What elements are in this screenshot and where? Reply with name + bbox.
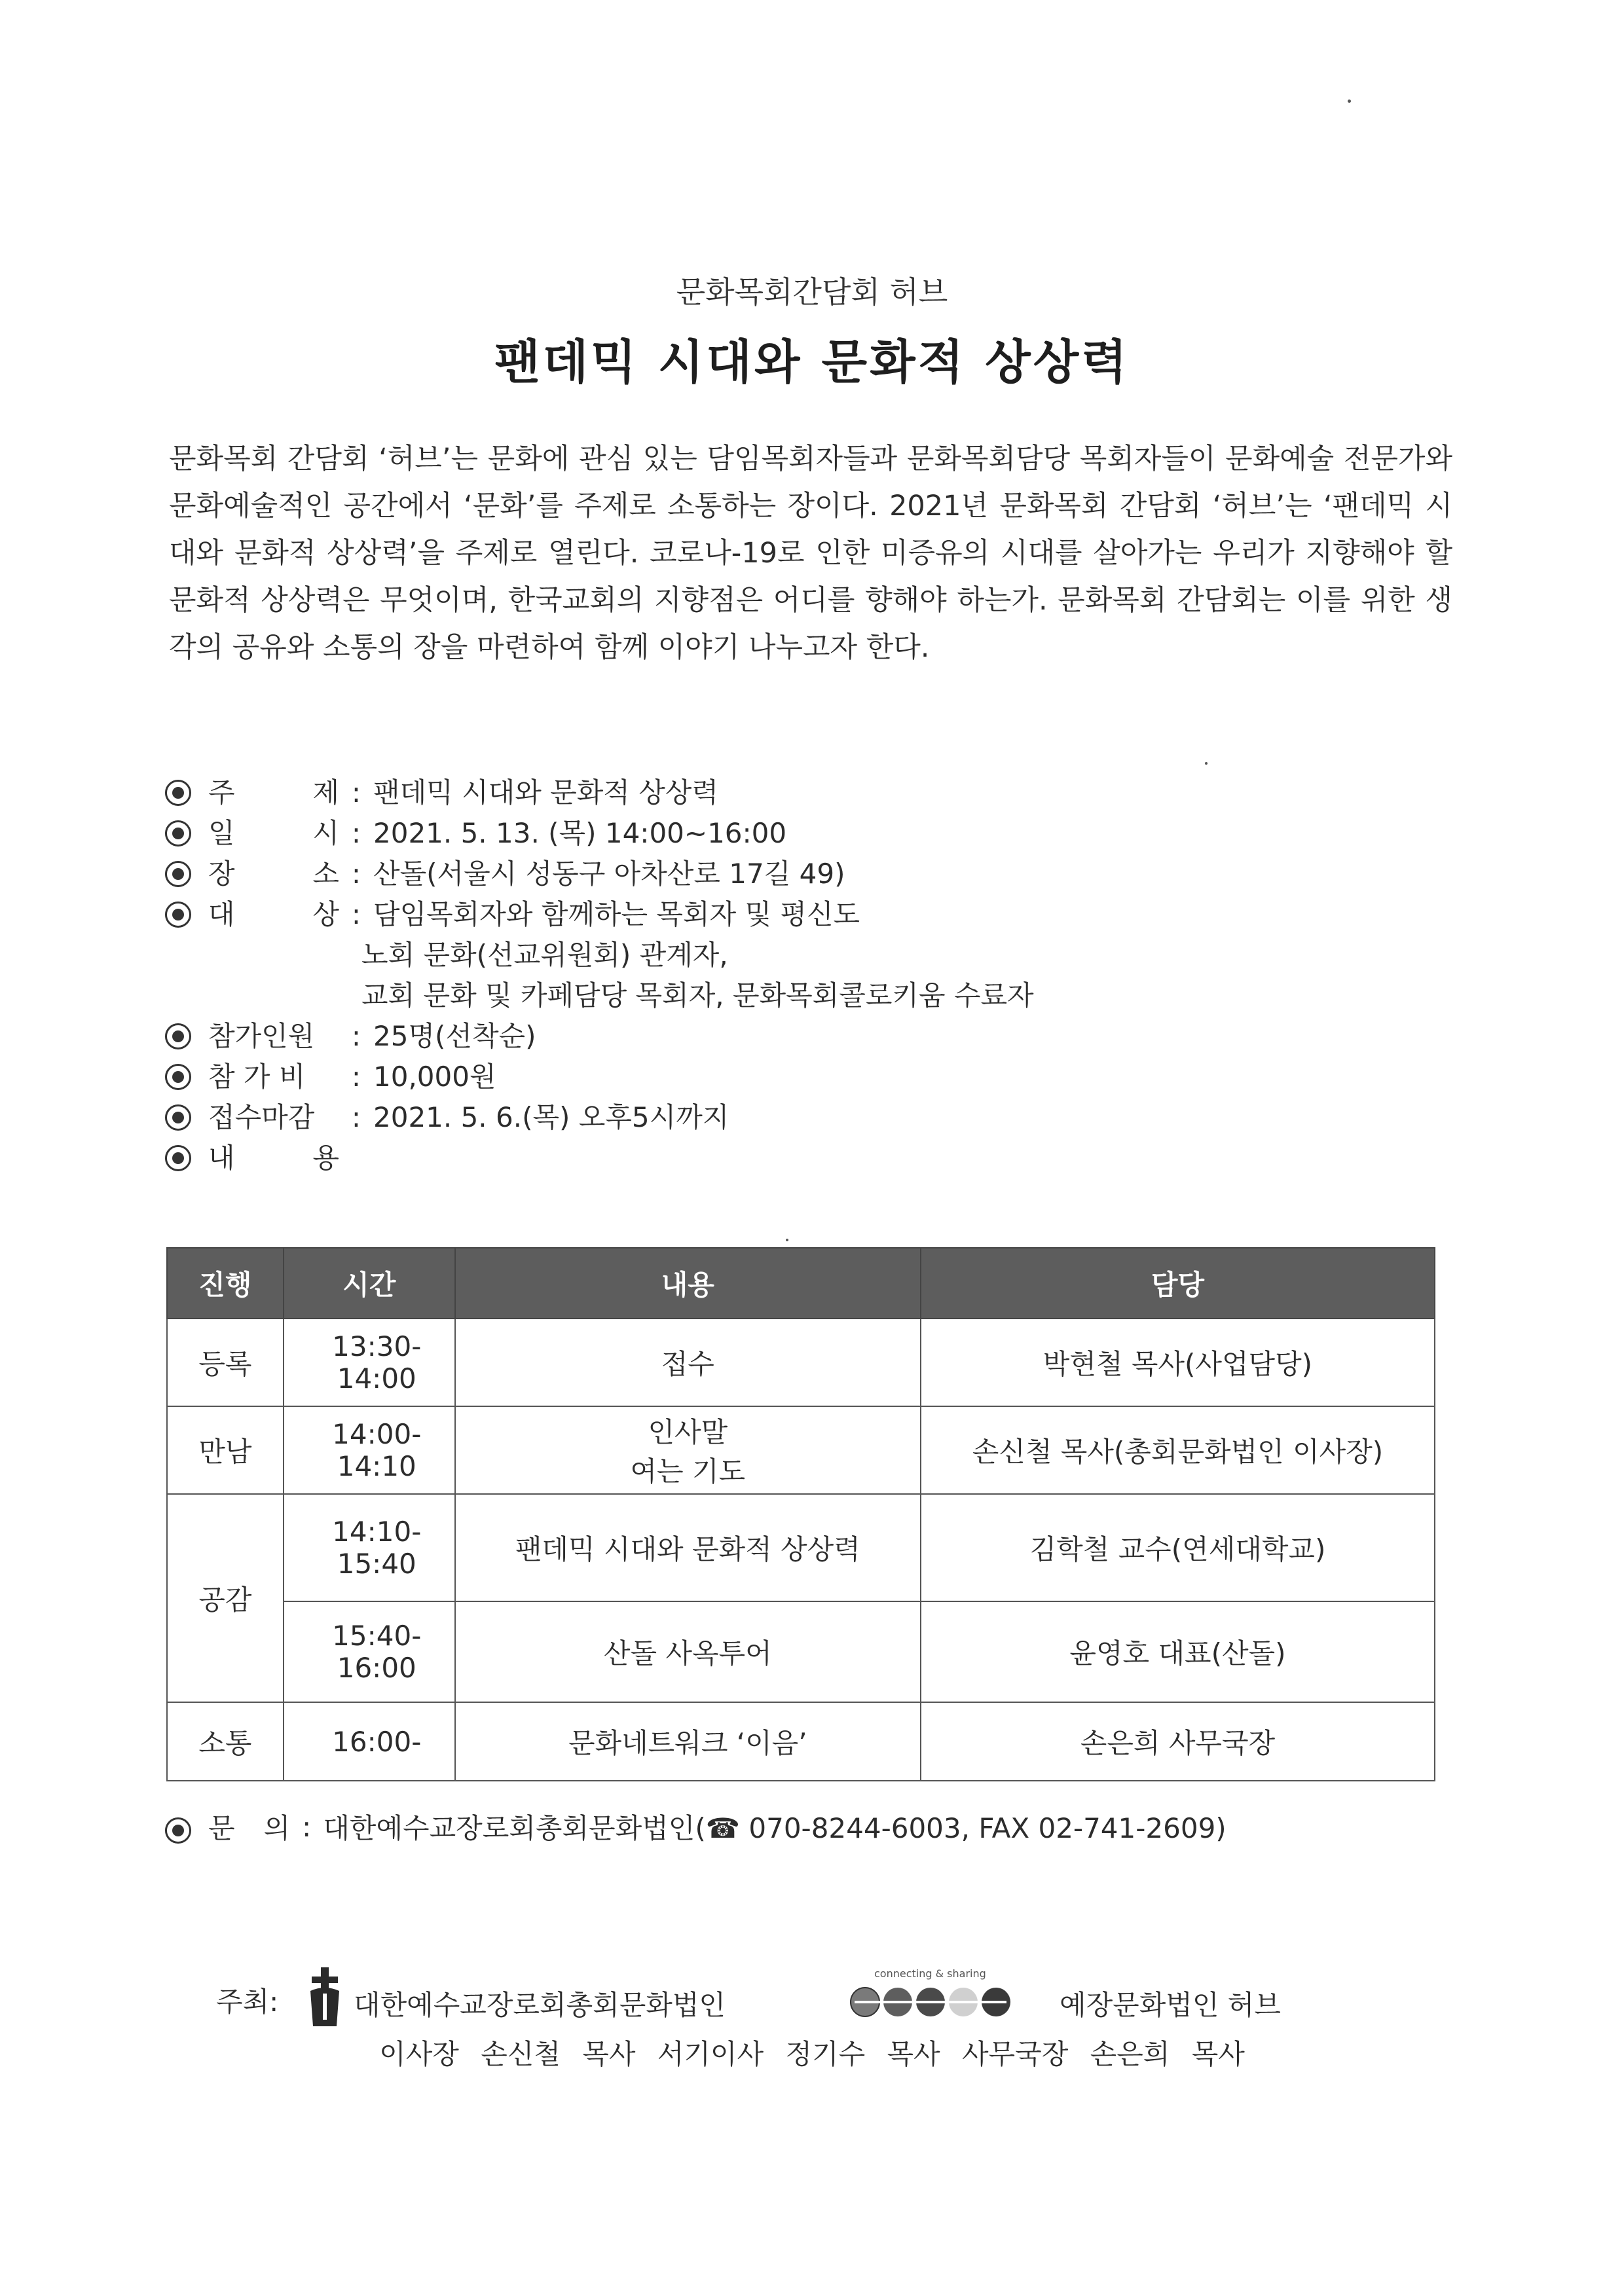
info-content: [165, 1138, 1409, 1178]
bullet-icon: [165, 1145, 191, 1171]
label-char: 상: [312, 898, 339, 930]
info-label: [208, 1016, 339, 1057]
content-cell: 문화네트워크 ‘이음’: [455, 1702, 921, 1781]
label-char: 제: [312, 776, 339, 809]
bullet-icon: [165, 902, 191, 928]
label-text: 참가인원: [208, 1020, 315, 1052]
table-row: [167, 1494, 1435, 1601]
info-label: [208, 1057, 339, 1097]
host-label: 주최:: [216, 1986, 279, 2018]
info-label: [208, 1138, 339, 1178]
separator: :: [302, 1810, 312, 1843]
content-cell: 접수: [455, 1319, 921, 1406]
contact-label-char: 의: [263, 1812, 291, 1844]
time-cell: 14:10-15:40: [284, 1494, 455, 1601]
label-char: 주: [208, 776, 235, 809]
info-deadline: [165, 1097, 1409, 1138]
target-line-3: 교회 문화 및 카페담당 목회자, 문화목회콜로키움 수료자: [361, 979, 1034, 1011]
schedule-table: [166, 1247, 1435, 1781]
scan-speck: [786, 1239, 788, 1241]
info-value: 2021. 5. 13. (목) 14:00~16:00: [373, 817, 787, 849]
info-value: 10,000원: [373, 1061, 496, 1093]
target-line-2: 노회 문화(선교위원회) 관계자,: [361, 939, 728, 971]
hub-logo: [848, 1967, 1018, 2026]
label-char: 시: [312, 817, 339, 849]
label-char: 대: [208, 898, 235, 930]
person-cell: 박현철 목사(사업담당): [921, 1319, 1435, 1406]
label-text: 접수마감: [208, 1101, 315, 1133]
col-header-stage: 진행: [167, 1248, 284, 1319]
separator: :: [351, 898, 361, 930]
label-text: 참 가 비: [208, 1061, 306, 1093]
separator: :: [351, 1061, 361, 1093]
info-label: [208, 813, 339, 854]
officers-line: 이사장 손신철 목사 서기이사 정기수 목사 사무국장 손은희 목사: [379, 2038, 1245, 2070]
time-cell: 14:00-14:10: [284, 1406, 455, 1494]
info-fee: [165, 1057, 1409, 1097]
info-value: 담임목회자와 함께하는 목회자 및 평신도: [373, 898, 860, 930]
person-cell: 김학철 교수(연세대학교): [921, 1494, 1435, 1601]
document-title: 팬데믹 시대와 문화적 상상력: [494, 335, 1130, 390]
label-char: 일: [208, 817, 235, 849]
table-row: [167, 1601, 1435, 1702]
content-line: 여는 기도: [630, 1455, 746, 1487]
info-capacity: [165, 1016, 1409, 1057]
info-label: [208, 773, 339, 813]
event-info-list: [165, 773, 1409, 1178]
table-row: [167, 1406, 1435, 1494]
contact-value: 대한예수교장로회총회문화법인(☎ 070-8244-6003, FAX 02-741-2609): [323, 1812, 1227, 1844]
stage-cell: 공감: [167, 1494, 284, 1702]
table-row: [167, 1702, 1435, 1781]
info-target: [165, 894, 1409, 935]
intro-paragraph: 문화목회 간담회 ‘허브’는 문화에 관심 있는 담임목회자들과 문화목회담당 목회자들이 문화예술 전문가와 문화예술적인 공간에서 ‘문화’를 주제로 소통하는 장이다. 2021년 문화목회 간담회 ‘허브’는 ‘팬데믹 시대와 문화적 상상력’을 주제로 열린다. 코로나-19로 인한 미증유의 시대를 살아가는 우리가 지향해야 할 문화적 상상력은 무엇이며, 한국교회의 지향점은 어디를 향해야 하는가. 문화목회 간담회는 이를 위한 생각의 공유와 소통의 장을 마련하여 함께 이야기 나누고자 한다.: [169, 443, 1452, 664]
bullet-icon: [165, 820, 191, 847]
document-subtitle: 문화목회간담회 허브: [676, 274, 948, 310]
person-cell: 윤영호 대표(산돌): [921, 1601, 1435, 1702]
time-cell: 16:00-: [284, 1702, 455, 1781]
separator: :: [351, 858, 361, 890]
info-label: [208, 894, 339, 935]
hub-tagline: connecting & sharing: [874, 1967, 986, 1980]
person-cell: 손은희 사무국장: [921, 1702, 1435, 1781]
info-value: 팬데믹 시대와 문화적 상상력: [373, 776, 718, 809]
hub-org-name: 예장문화법인 허브: [1060, 1989, 1281, 2021]
col-header-time: 시간: [284, 1248, 455, 1319]
separator: :: [351, 817, 361, 849]
info-label: [208, 854, 339, 894]
bullet-icon: [165, 861, 191, 887]
time-cell: 15:40-16:00: [284, 1601, 455, 1702]
info-place: [165, 854, 1409, 894]
contact-info: [165, 1807, 1227, 1846]
bullet-icon: [165, 1023, 191, 1049]
content-cell: 산돌 사옥투어: [455, 1601, 921, 1702]
person-cell: 손신철 목사(총회문화법인 이사장): [921, 1406, 1435, 1494]
hub-circles-icon: [848, 1980, 1018, 2022]
church-logo-icon: [308, 1967, 342, 2026]
info-value: 2021. 5. 6.(목) 오후5시까지: [373, 1101, 729, 1133]
label-char: 내: [208, 1142, 235, 1174]
separator: :: [351, 776, 361, 809]
separator: :: [351, 1101, 361, 1133]
bullet-icon: [165, 1817, 191, 1844]
scan-speck: [1205, 762, 1208, 765]
col-header-person: 담당: [921, 1248, 1435, 1319]
stage-cell: 소통: [167, 1702, 284, 1781]
stage-cell: 등록: [167, 1319, 284, 1406]
info-date: [165, 813, 1409, 854]
label-char: 용: [312, 1142, 339, 1174]
time-cell: 13:30-14:00: [284, 1319, 455, 1406]
contact-label-char: 문: [208, 1812, 235, 1844]
info-value: 산돌(서울시 성동구 아차산로 17길 49): [373, 858, 845, 890]
info-topic: [165, 773, 1409, 813]
content-cell: [455, 1406, 921, 1494]
table-row: [167, 1319, 1435, 1406]
bullet-icon: [165, 780, 191, 806]
content-line: 인사말: [648, 1416, 728, 1448]
content-cell: 팬데믹 시대와 문화적 상상력: [455, 1494, 921, 1601]
info-label: [208, 1097, 339, 1138]
separator: :: [351, 1020, 361, 1052]
bullet-icon: [165, 1064, 191, 1090]
col-header-content: 내용: [455, 1248, 921, 1319]
info-value: 25명(선착순): [373, 1020, 536, 1052]
bullet-icon: [165, 1104, 191, 1131]
stage-cell: 만남: [167, 1406, 284, 1494]
organizer-name: 대한예수교장로회총회문화법인: [354, 1989, 726, 2021]
label-char: 장: [208, 858, 235, 890]
label-char: 소: [312, 858, 339, 890]
scan-speck: [1348, 100, 1351, 103]
table-header-row: [167, 1248, 1435, 1319]
